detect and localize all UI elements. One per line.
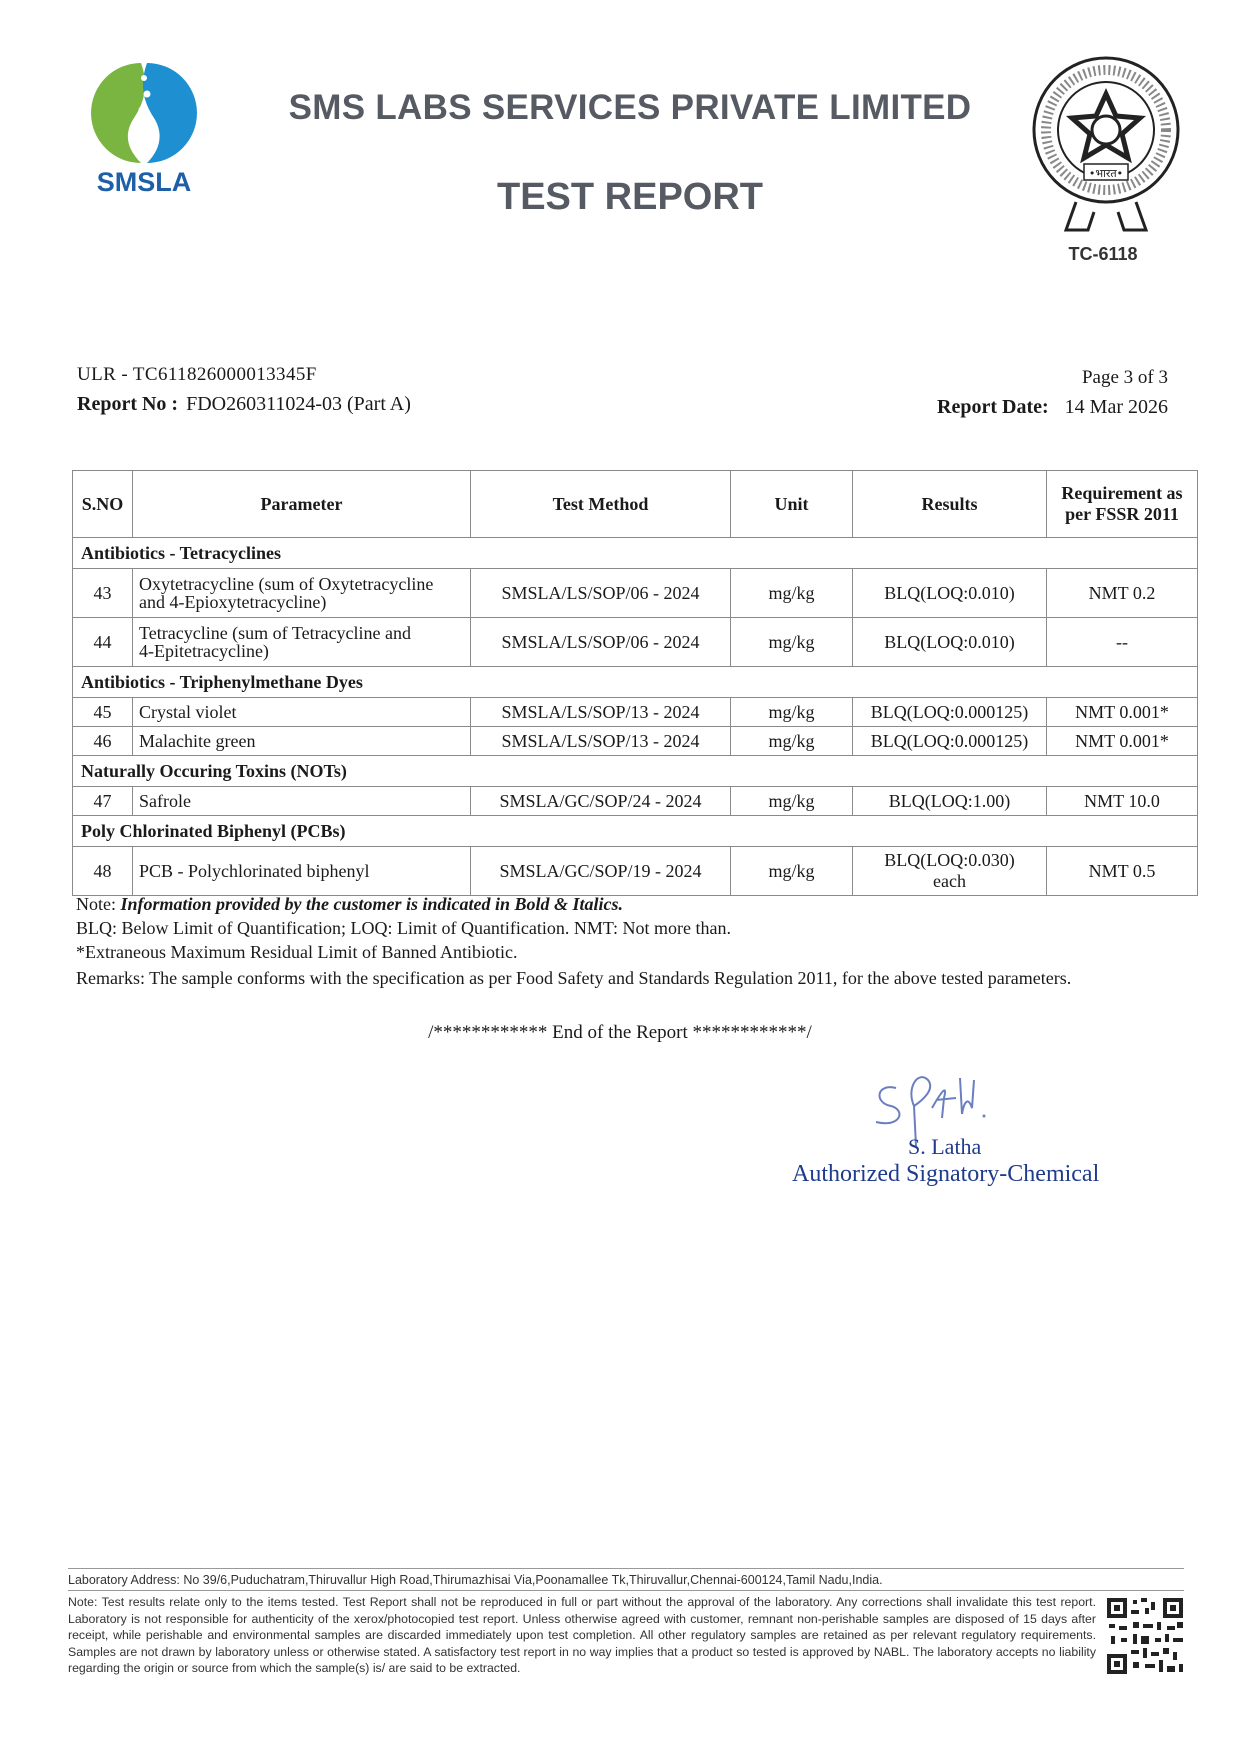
cell-requirement: NMT 0.001* [1047,727,1198,756]
table-row [73,569,1198,618]
cell-sno: 44 [73,618,133,667]
cell-unit: mg/kg [731,847,853,896]
table-row [73,787,1198,816]
cell-parameter [133,569,471,618]
svg-text:SMSLA: SMSLA [96,167,192,197]
report-date [937,396,1168,419]
cell-unit: mg/kg [731,618,853,667]
customer-note [76,892,1206,916]
signatory-name: S. Latha [908,1134,982,1159]
cell-method: SMSLA/LS/SOP/06 - 2024 [471,569,731,618]
company-name: SMS LABS SERVICES PRIVATE LIMITED [288,88,972,127]
group-title: Poly Chlorinated Biphenyl (PCBs) [73,816,1198,847]
cell-unit: mg/kg [731,727,853,756]
qr-code-icon [1105,1596,1185,1676]
requirement-header-line2: per FSSR 2011 [1065,504,1179,524]
group-title: Naturally Occuring Toxins (NOTs) [73,756,1198,787]
cell-parameter: Safrole [133,787,471,816]
cell-method: SMSLA/LS/SOP/13 - 2024 [471,727,731,756]
ulr-number: ULR - TC611826000013345F [77,364,317,385]
cell-parameter: PCB - Polychlorinated biphenyl [133,847,471,896]
cell-result: BLQ(LOQ:0.000125) [853,698,1047,727]
col-header-requirement [1047,471,1198,538]
footer-note: Note: Test results relate only to the items tested. Test Report shall not be reproduced in full or part without the approval of the laboratory. Any corrections shall invalidate this test report. Laboratory is not responsible for authenticity of the xerox/photocopied test report. Unless otherwise agreed with customer, remnant non-perishable samples are disposed of 15 days after receipt, while perishable and environmental samples are discarded immediately upon test completion. All other regulatory samples are retained as per relevant regulatory requirements. Samples are not drawn by laboratory unless or otherwise stated. A satisfactory test report in no way implies that a product so tested is approved by NABL. The laboratory accepts no liability regarding the origin or source from which the sample(s) is/ are said to be extracted. [68,1595,1096,1676]
cell-method: SMSLA/GC/SOP/24 - 2024 [471,787,731,816]
parameter-line1: Tetracycline (sum of Tetracycline and [139,623,412,643]
cell-requirement: NMT 0.5 [1047,847,1198,896]
extraneous-note: *Extraneous Maximum Residual Limit of Banned Antibiotic. [76,942,518,962]
cell-result: BLQ(LOQ:1.00) [853,787,1047,816]
smsla-logo-icon [84,58,204,198]
cell-result: BLQ(LOQ:0.010) [853,569,1047,618]
requirement-header-line1: Requirement as [1061,483,1183,503]
cell-requirement: -- [1047,618,1198,667]
notes-section [76,892,1206,990]
page-indicator: Page 3 of 3 [1081,367,1168,388]
cell-result [853,847,1047,896]
cell-unit: mg/kg [731,569,853,618]
cell-requirement: NMT 10.0 [1047,787,1198,816]
cell-result: BLQ(LOQ:0.010) [853,618,1047,667]
col-header-method: Test Method [471,471,731,538]
col-header-sno: S.NO [73,471,133,538]
parameter-line2: 4-Epitetracycline) [139,641,269,661]
table-row [73,847,1198,896]
cell-method: SMSLA/LS/SOP/13 - 2024 [471,698,731,727]
col-header-parameter: Parameter [133,471,471,538]
table-row [73,618,1198,667]
group-row [73,756,1198,787]
qr-code [1105,1596,1185,1676]
footer-rule [68,1590,1184,1591]
group-row [73,816,1198,847]
cell-method: SMSLA/GC/SOP/19 - 2024 [471,847,731,896]
report-date-label: Report Date: [937,396,1049,418]
svg-text:•भारत•: •भारत• [1088,167,1124,180]
cell-sno: 47 [73,787,133,816]
col-header-unit: Unit [731,471,853,538]
group-row [73,538,1198,569]
cell-unit: mg/kg [731,698,853,727]
result-line2: each [933,871,966,891]
table-row [73,727,1198,756]
col-header-results: Results [853,471,1047,538]
table-header-row [73,471,1198,538]
cell-parameter: Malachite green [133,727,471,756]
cell-unit: mg/kg [731,787,853,816]
accreditation-seal [1028,52,1184,234]
cell-parameter: Crystal violet [133,698,471,727]
report-number [77,393,411,416]
cell-parameter [133,618,471,667]
cell-result: BLQ(LOQ:0.000125) [853,727,1047,756]
note-prefix: Note: [76,894,121,914]
accreditation-code: TC-6118 [1068,244,1138,264]
company-logo [84,58,204,198]
footer-top-rule [68,1568,1184,1569]
result-line1: BLQ(LOQ:0.030) [884,850,1015,870]
results-table [72,470,1198,896]
signatory-role: Authorized Signatory-Chemical [792,1161,1100,1187]
abbreviation-note: BLQ: Below Limit of Quantification; LOQ: Limit of Quantification. NMT: Not more than. [76,918,731,938]
cell-requirement: NMT 0.2 [1047,569,1198,618]
report-number-label: Report No : [77,393,179,415]
report-number-value: FDO260311024-03 (Part A) [186,393,411,415]
parameter-line2: and 4-Epioxytetracycline) [139,592,327,612]
group-row [73,667,1198,698]
table-row [73,698,1198,727]
cell-method: SMSLA/LS/SOP/06 - 2024 [471,618,731,667]
group-title: Antibiotics - Tetracyclines [73,538,1198,569]
cell-sno: 48 [73,847,133,896]
nabl-seal-icon [1028,52,1184,234]
note-emphasis: Information provided by the customer is indicated in Bold & Italics. [120,894,624,914]
cell-sno: 46 [73,727,133,756]
group-title: Antibiotics - Triphenylmethane Dyes [73,667,1198,698]
report-title: TEST REPORT [496,176,764,218]
cell-sno: 45 [73,698,133,727]
end-of-report: /************ End of the Report ************/ [428,1022,812,1043]
cell-sno: 43 [73,569,133,618]
remarks: Remarks: The sample conforms with the specification as per Food Safety and Standards Regulation 2011, for the above tested parameters. [76,968,1072,988]
report-date-value: 14 Mar 2026 [1064,396,1168,418]
parameter-line1: Oxytetracycline (sum of Oxytetracycline [139,574,434,594]
lab-address: Laboratory Address: No 39/6,Puduchatram,Thiruvallur High Road,Thirumazhisai Via,Poonamallee Tk,Thiruvallur,Chennai-600124,Tamil Nadu,India. [68,1573,883,1587]
cell-requirement: NMT 0.001* [1047,698,1198,727]
